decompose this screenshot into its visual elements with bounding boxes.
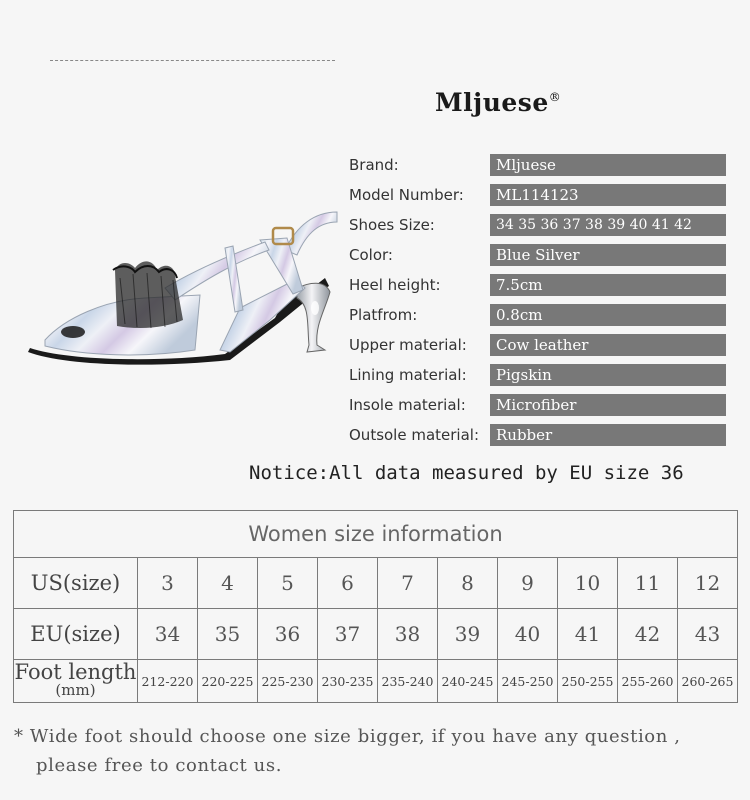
table-cell: 220-225 <box>198 660 258 703</box>
table-cell: 9 <box>498 558 558 609</box>
table-cell: 35 <box>198 609 258 660</box>
size-table-title: Women size information <box>14 511 738 558</box>
table-cell: 4 <box>198 558 258 609</box>
spec-row-lining-material <box>349 361 729 391</box>
spec-row-color <box>349 241 729 271</box>
table-row-foot-length <box>14 660 738 703</box>
table-cell: 38 <box>378 609 438 660</box>
table-cell: 43 <box>678 609 738 660</box>
foot-length-unit: (mm) <box>55 681 96 699</box>
spec-label: Brand: <box>349 156 399 174</box>
spec-label: Upper material: <box>349 336 467 354</box>
spec-list <box>349 151 729 451</box>
table-cell: 255-260 <box>618 660 678 703</box>
row-header-eu: EU(size) <box>14 609 138 660</box>
table-cell: 37 <box>318 609 378 660</box>
footnote <box>14 722 744 780</box>
spec-label: Outsole material: <box>349 426 480 444</box>
row-header-us: US(size) <box>14 558 138 609</box>
table-cell: 240-245 <box>438 660 498 703</box>
table-cell: 36 <box>258 609 318 660</box>
spec-value: ML114123 <box>490 184 726 206</box>
table-cell: 34 <box>138 609 198 660</box>
footnote-line-2: please free to contact us. <box>36 755 283 776</box>
spec-row-upper-material <box>349 331 729 361</box>
table-cell: 39 <box>438 609 498 660</box>
spec-label: Platfrom: <box>349 306 418 324</box>
foot-length-label: Foot length <box>14 660 137 684</box>
registered-mark: ® <box>548 90 562 104</box>
table-cell: 260-265 <box>678 660 738 703</box>
spec-value: 0.8cm <box>490 304 726 326</box>
table-cell: 12 <box>678 558 738 609</box>
table-cell: 7 <box>378 558 438 609</box>
table-cell: 225-230 <box>258 660 318 703</box>
table-cell: 212-220 <box>138 660 198 703</box>
table-cell: 10 <box>558 558 618 609</box>
table-cell: 6 <box>318 558 378 609</box>
table-cell: 42 <box>618 609 678 660</box>
spec-value: Mljuese <box>490 154 726 176</box>
table-cell: 3 <box>138 558 198 609</box>
table-cell: 235-240 <box>378 660 438 703</box>
spec-row-outsole-material <box>349 421 729 451</box>
spec-label: Heel height: <box>349 276 441 294</box>
table-cell: 250-255 <box>558 660 618 703</box>
row-header-foot-length <box>14 660 138 703</box>
spec-row-insole-material <box>349 391 729 421</box>
table-cell: 5 <box>258 558 318 609</box>
spec-row-model-number <box>349 181 729 211</box>
brand-logo-name: Mljuese <box>435 88 549 117</box>
notice-text: Notice:All data measured by EU size 36 <box>249 462 684 484</box>
spec-label: Color: <box>349 246 393 264</box>
table-cell: 11 <box>618 558 678 609</box>
footnote-line-1: * Wide foot should choose one size bigger, if you have any question , <box>14 726 681 747</box>
spec-value: 7.5cm <box>490 274 726 296</box>
spec-row-brand <box>349 151 729 181</box>
table-row-us <box>14 558 738 609</box>
spec-value: Pigskin <box>490 364 726 386</box>
spec-row-shoes-size <box>349 211 729 241</box>
table-cell: 41 <box>558 609 618 660</box>
size-table <box>13 510 738 703</box>
spec-value: Microfiber <box>490 394 726 416</box>
spec-row-heel-height <box>349 271 729 301</box>
spec-value: Blue Silver <box>490 244 726 266</box>
decorative-dashed-line <box>50 60 335 61</box>
spec-label: Model Number: <box>349 186 464 204</box>
spec-value: 34 35 36 37 38 39 40 41 42 <box>490 214 726 236</box>
table-cell: 245-250 <box>498 660 558 703</box>
product-image-sandal <box>25 200 340 370</box>
brand-logo <box>435 88 561 117</box>
spec-label: Lining material: <box>349 366 467 384</box>
spec-row-platform <box>349 301 729 331</box>
table-row-eu <box>14 609 738 660</box>
spec-label: Insole material: <box>349 396 466 414</box>
table-cell: 230-235 <box>318 660 378 703</box>
spec-value: Rubber <box>490 424 726 446</box>
table-cell: 8 <box>438 558 498 609</box>
spec-value: Cow leather <box>490 334 726 356</box>
table-cell: 40 <box>498 609 558 660</box>
spec-label: Shoes Size: <box>349 216 435 234</box>
